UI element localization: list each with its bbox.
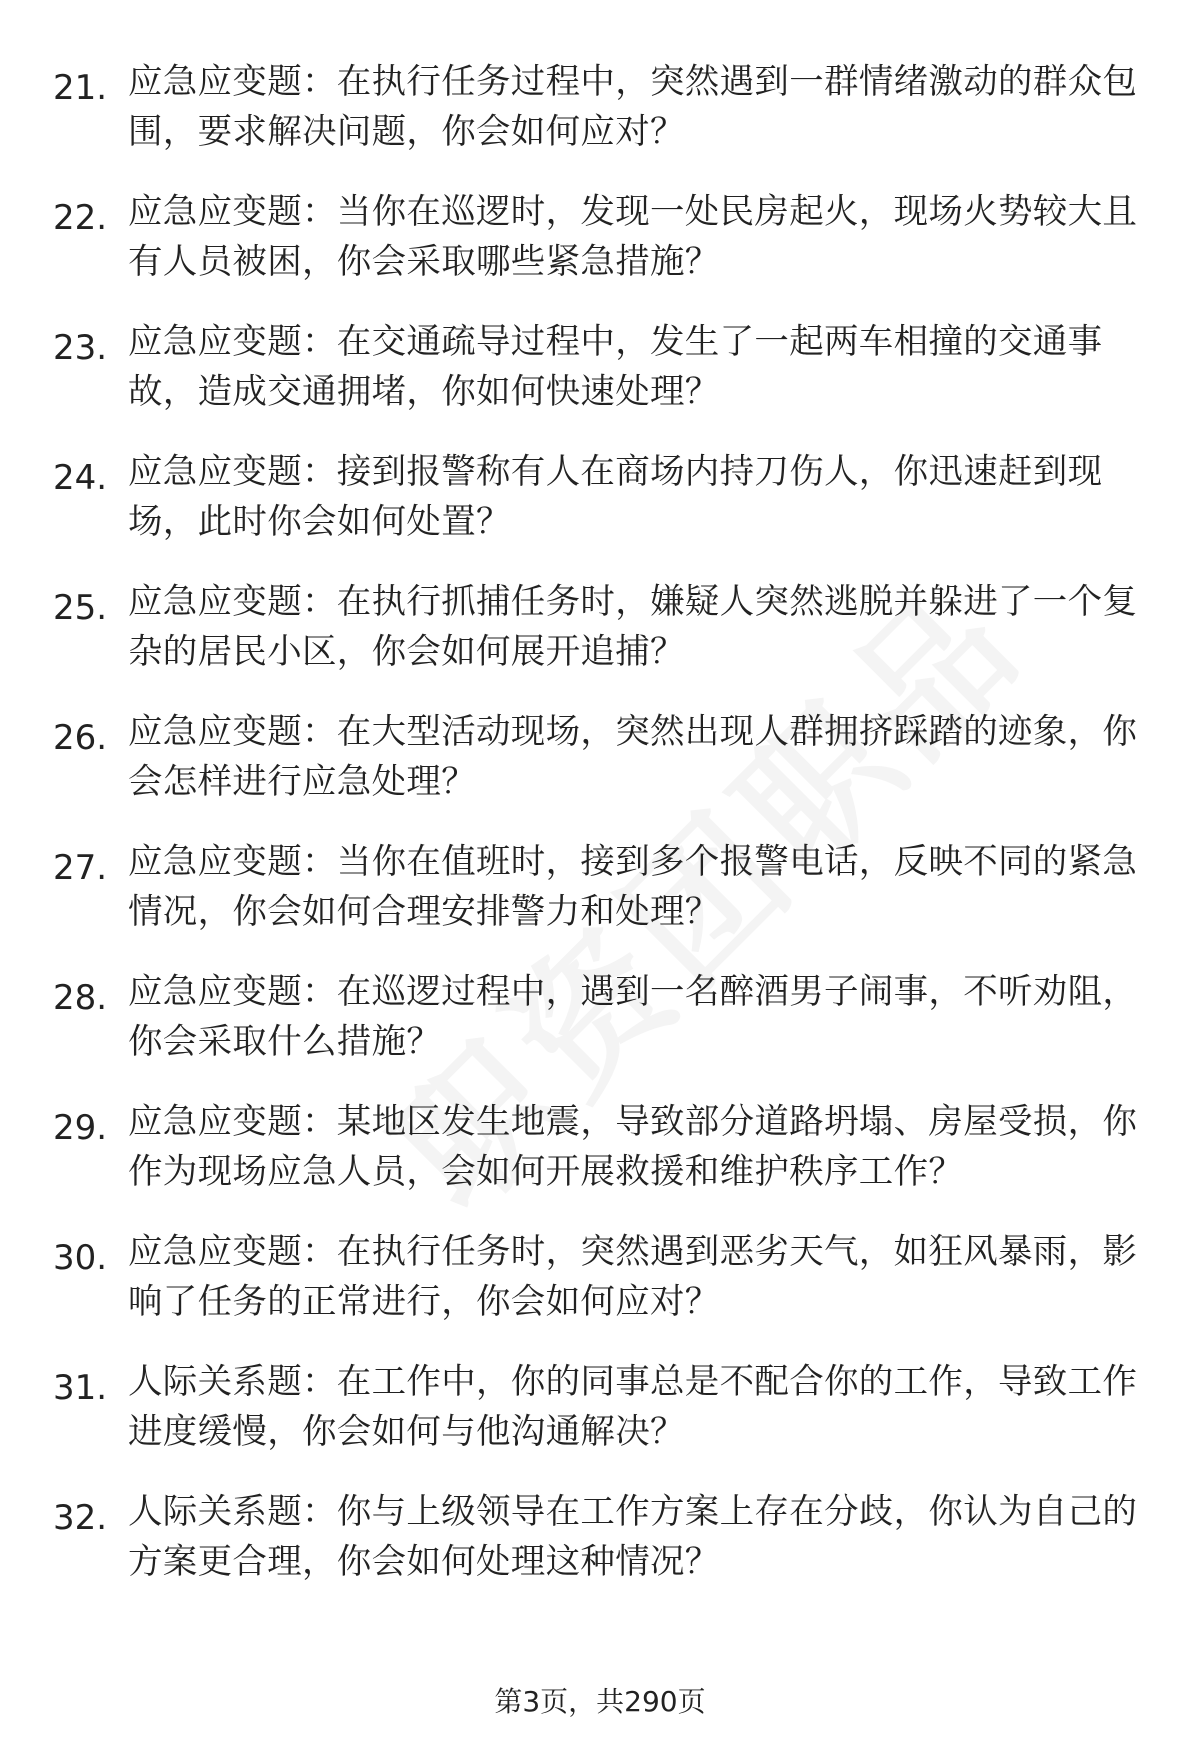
question-text: 人际关系题：在工作中，你的同事总是不配合你的工作，导致工作进度缓慢，你会如何与他沟通解决？ [128,1362,1138,1452]
question-item-26 [0,707,1200,837]
question-number: 23. [53,328,108,368]
question-text: 应急应变题：接到报警称有人在商场内持刀伤人，你迅速赶到现场，此时你会如何处置？ [128,452,1103,542]
question-number: 30. [53,1238,108,1278]
question-item-27 [0,837,1200,967]
question-text: 应急应变题：某地区发生地震，导致部分道路坍塌、房屋受损，你作为现场应急人员，会如何开展救援和维护秩序工作？ [128,1102,1138,1192]
question-text: 应急应变题：在大型活动现场，突然出现人群拥挤踩踏的迹象，你会怎样进行应急处理？ [128,712,1138,802]
question-number: 26. [53,718,108,758]
question-number: 32. [53,1498,108,1538]
question-item-24 [0,447,1200,577]
question-number: 21. [53,68,108,108]
question-number: 29. [53,1108,108,1148]
question-number: 31. [53,1368,108,1408]
question-list [0,57,1200,1617]
question-item-32 [0,1487,1200,1617]
question-number: 27. [53,848,108,888]
question-item-30 [0,1227,1200,1357]
question-text: 应急应变题：在执行抓捕任务时，嫌疑人突然逃脱并躲进了一个复杂的居民小区，你会如何展开追捕？ [128,582,1138,672]
question-number: 28. [53,978,108,1018]
question-text: 人际关系题：你与上级领导在工作方案上存在分歧，你认为自己的方案更合理，你会如何处理这种情况？ [128,1492,1138,1582]
question-item-23 [0,317,1200,447]
question-text: 应急应变题：在执行任务过程中，突然遇到一群情绪激动的群众包围，要求解决问题，你会如何应对？ [128,62,1138,152]
question-item-28 [0,967,1200,1097]
page-number-footer: 第3页，共290页 [494,1685,706,1718]
question-number: 25. [53,588,108,628]
question-item-31 [0,1357,1200,1487]
question-text: 应急应变题：当你在巡逻时，发现一处民房起火，现场火势较大且有人员被困，你会采取哪些紧急措施？ [128,192,1138,282]
question-number: 24. [53,458,108,498]
question-item-29 [0,1097,1200,1227]
question-item-21 [0,57,1200,187]
question-item-22 [0,187,1200,317]
question-text: 应急应变题：在巡逻过程中，遇到一名醉酒男子闹事，不听劝阻，你会采取什么措施？ [128,972,1138,1062]
question-text: 应急应变题：在执行任务时，突然遇到恶劣天气，如狂风暴雨，影响了任务的正常进行，你会如何应对？ [128,1232,1138,1322]
question-text: 应急应变题：当你在值班时，接到多个报警电话，反映不同的紧急情况，你会如何合理安排警力和处理？ [128,842,1138,932]
question-number: 22. [53,198,108,238]
question-text: 应急应变题：在交通疏导过程中，发生了一起两车相撞的交通事故，造成交通拥堵，你如何快速处理？ [128,322,1103,412]
question-item-25 [0,577,1200,707]
